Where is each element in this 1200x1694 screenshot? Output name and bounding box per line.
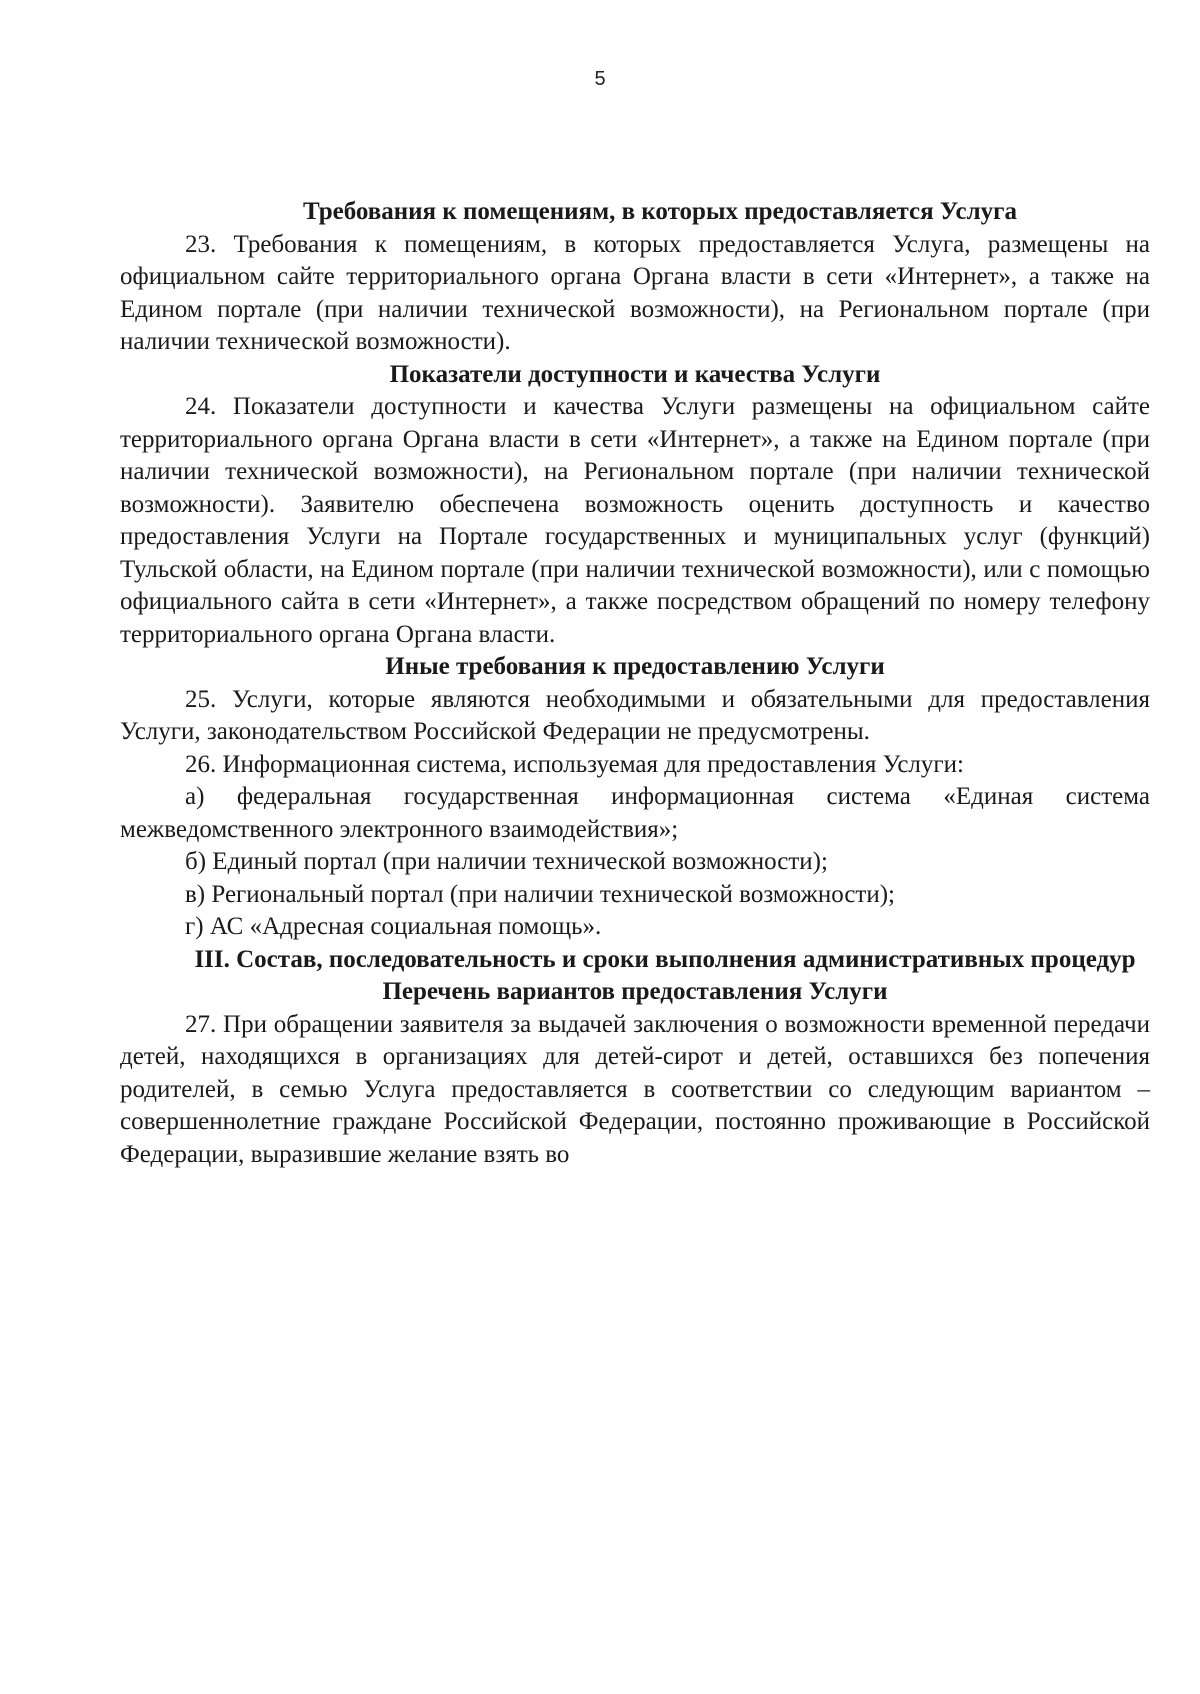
paragraph-23: 23. Требования к помещениям, в которых предоставляется Услуга, размещены на официальном сайте территориального органа Органа власти в сети «Интернет», а также на Едином портале (при наличии технической возможности), на Региональном портале (при наличии технической возможности). xyxy=(120,230,1150,355)
list-item-g: г) АС «Адресная социальная помощь». xyxy=(185,913,602,940)
paragraph-26: 26. Информационная система, используемая для предоставления Услуги: xyxy=(185,750,964,778)
list-item-b: б) Единый портал (при наличии технической возможности); xyxy=(185,848,828,875)
section-heading-premises: Требования к помещениям, в которых предоставляется Услуга xyxy=(302,198,1018,225)
list-item-a: а) федеральная государственная информационная система «Единая система межведомственного электронного взаимодействия»; xyxy=(120,783,1150,843)
list-item-v: в) Региональный портал (при наличии технической возможности); xyxy=(185,880,895,908)
section-heading-other-requirements: Иные требования к предоставлению Услуги xyxy=(385,653,885,680)
section-heading-variants: Перечень вариантов предоставления Услуги xyxy=(382,978,888,1005)
paragraph-24: 24. Показатели доступности и качества Услуги размещены на официальном сайте территориального органа Органа власти в сети «Интернет», а также на Едином портале (при наличии технической возможности), на Региональном портале (при наличии технической возможности). Заявителю обеспечена возможность оценить доступность и качество предоставления Услуги на Портале государственных и муниципальных услуг (функций) Тульской области, на Едином портале (при наличии технической возможности), или с помощью официального сайта в сети «Интернет», а также посредством обращений по номеру телефону территориального органа Органа власти. xyxy=(120,393,1150,648)
paragraph-27: 27. При обращении заявителя за выдачей заключения о возможности временной передачи детей, находящихся в организациях для детей-сирот и детей, оставшихся без попечения родителей, в семью Услуга предоставляется в соответствии со следующим вариантом – совершеннолетние граждане Российской Федерации, постоянно проживающие в Российской Федерации, выразившие желание взять во xyxy=(120,1010,1150,1168)
document-body xyxy=(120,196,1150,1171)
chapter-heading: III. Состав, последовательность и сроки выполнения административных процедур xyxy=(194,945,1136,973)
paragraph-25: 25. Услуги, которые являются необходимыми и обязательными для предоставления Услуги, законодательством Российской Федерации не предусмотрены. xyxy=(120,685,1150,745)
page-number: 5 xyxy=(594,68,606,90)
section-heading-accessibility: Показатели доступности и качества Услуги xyxy=(389,360,881,388)
